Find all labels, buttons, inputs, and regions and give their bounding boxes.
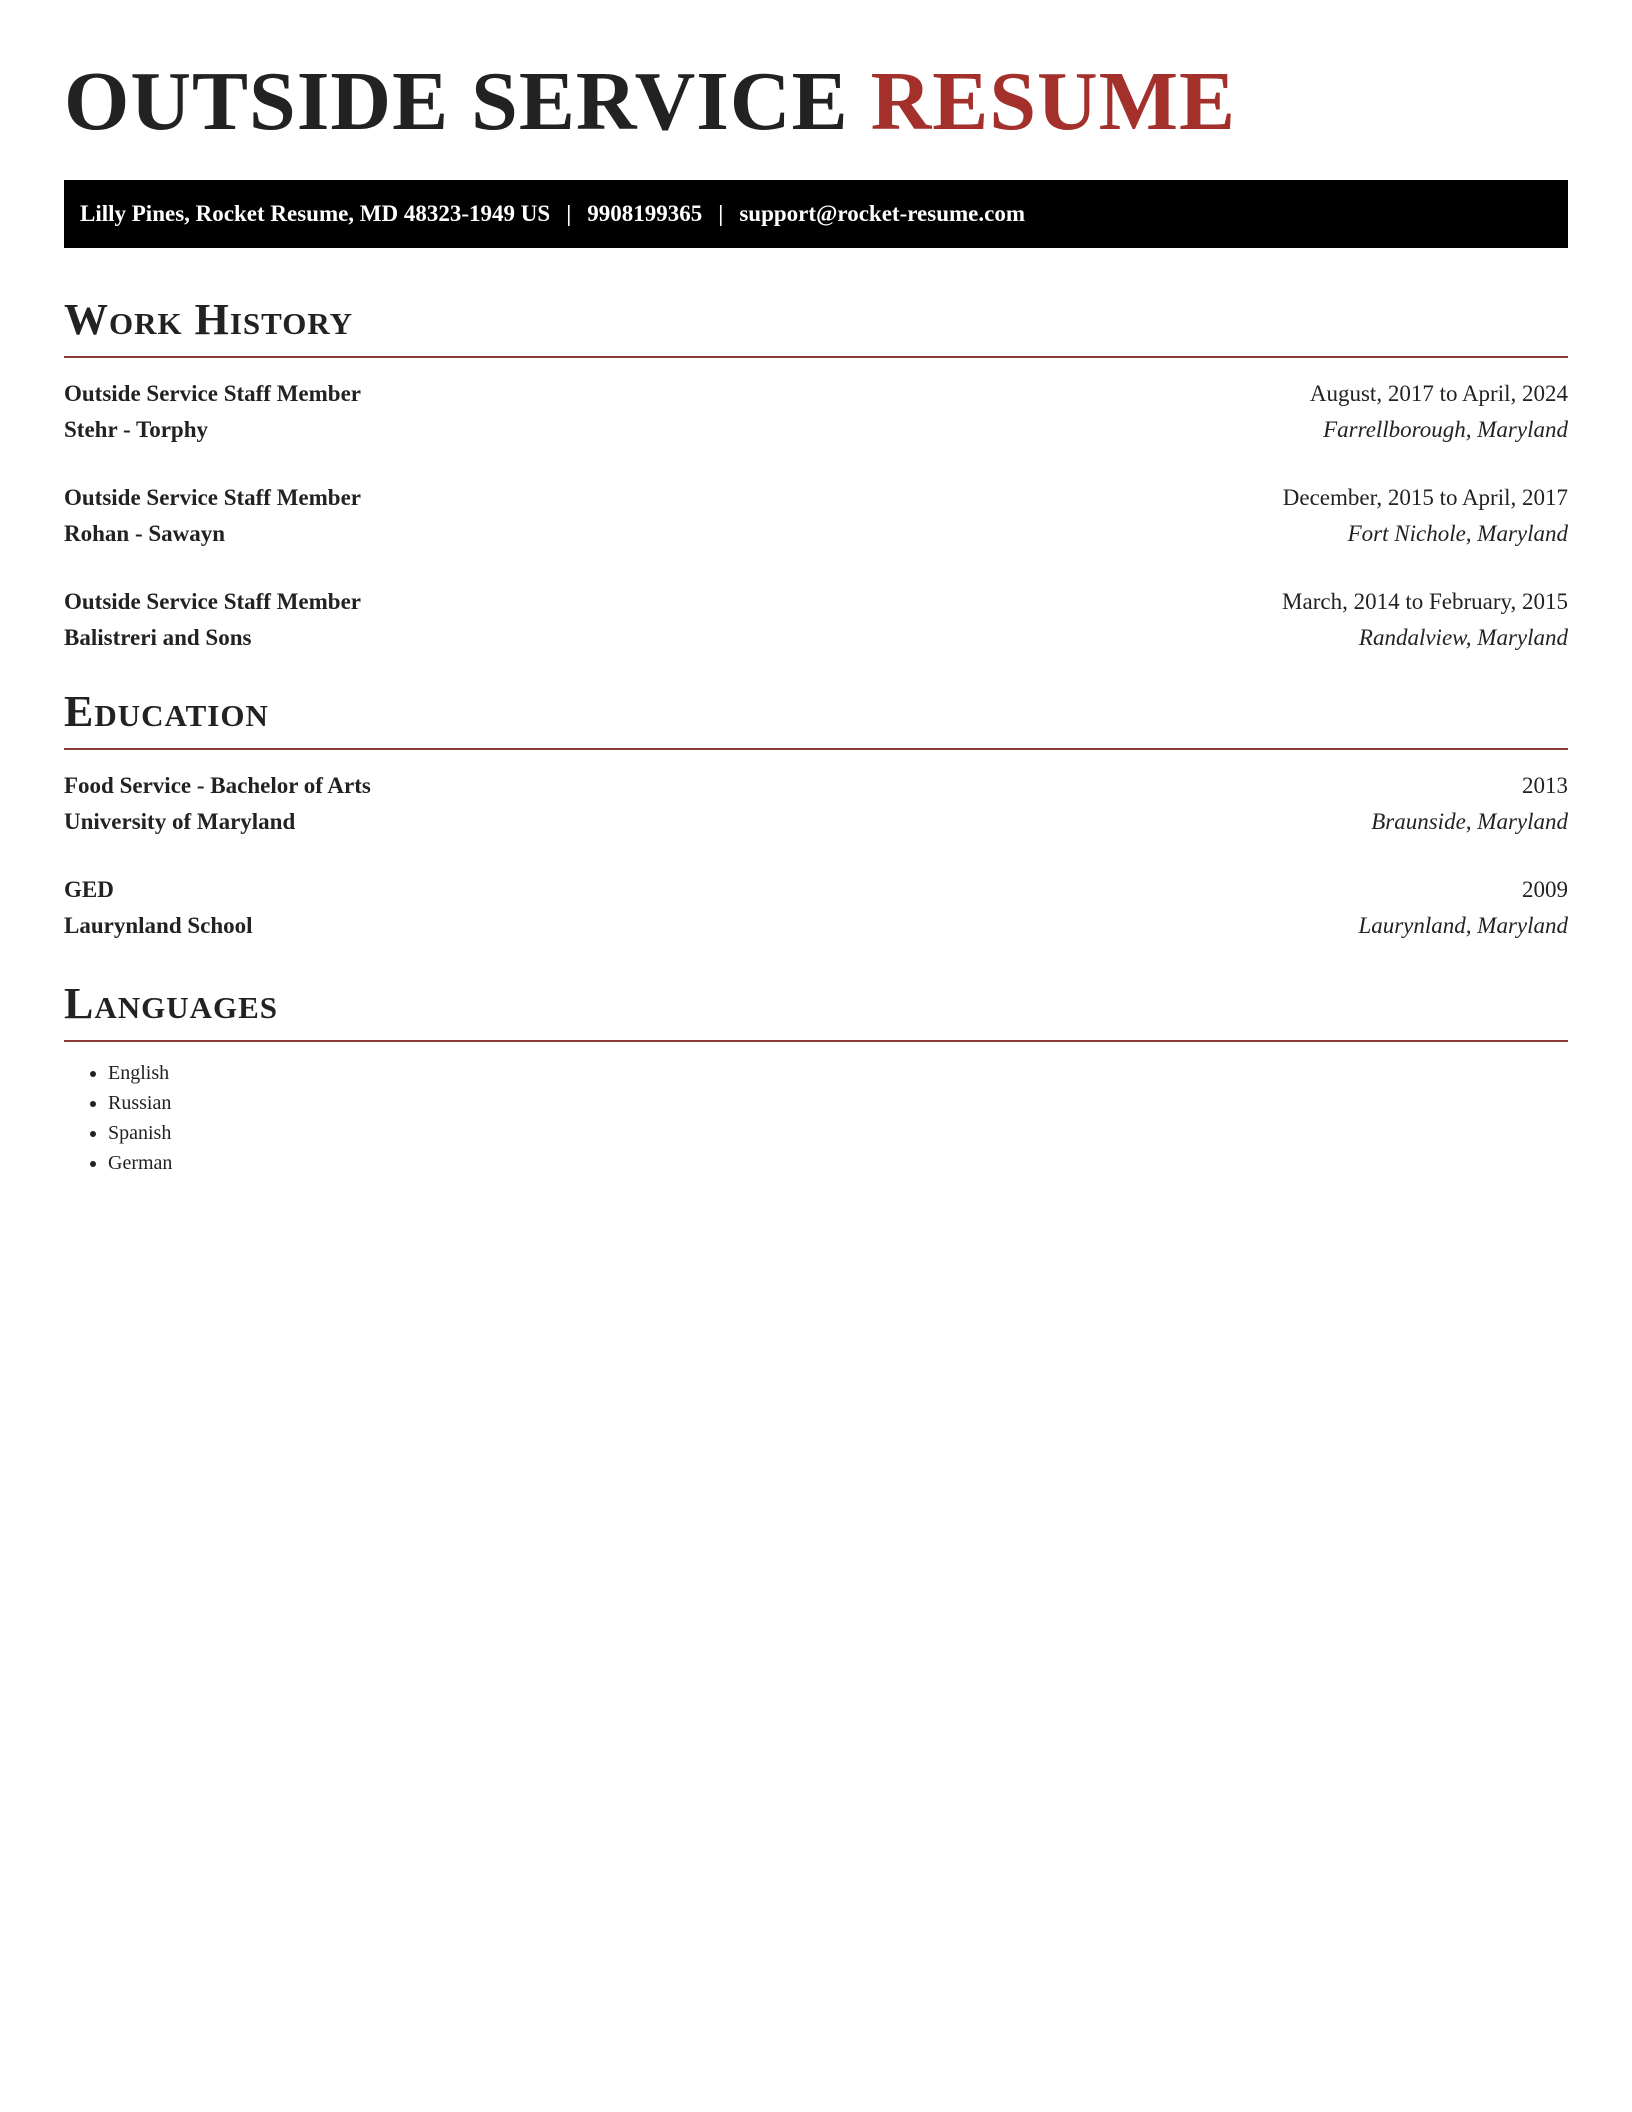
languages-list <box>64 1058 1568 1178</box>
job-dates: August, 2017 to April, 2024 <box>1309 381 1568 406</box>
work-entry <box>64 376 1568 448</box>
job-title: Outside Service Staff Member <box>64 485 362 510</box>
education-heading: Education <box>64 687 269 736</box>
job-location: Fort Nichole, Maryland <box>1347 521 1568 546</box>
job-dates: December, 2015 to April, 2017 <box>1282 485 1568 510</box>
job-title: Outside Service Staff Member <box>64 589 362 614</box>
title-main: OUTSIDE SERVICE <box>64 55 849 148</box>
work-history-section <box>64 294 1568 656</box>
job-location: Farrellborough, Maryland <box>1323 417 1568 442</box>
job-company: Rohan - Sawayn <box>64 521 226 546</box>
contact-separator: | <box>566 201 572 226</box>
work-history-heading: Work History <box>64 295 354 344</box>
language-item: • English <box>108 1058 1568 1088</box>
education-section <box>64 686 1568 944</box>
job-company: Stehr - Torphy <box>64 417 209 442</box>
section-divider <box>64 748 1568 750</box>
contact-address: Lilly Pines, Rocket Resume, MD 48323-1949 US <box>80 201 551 226</box>
section-divider <box>64 356 1568 358</box>
work-entry <box>64 480 1568 552</box>
education-year: 2013 <box>1522 773 1568 798</box>
title-accent: RESUME <box>870 55 1237 148</box>
education-location: Braunside, Maryland <box>1371 809 1568 834</box>
contact-bar <box>64 180 1568 248</box>
languages-section <box>64 978 1568 1178</box>
education-location: Laurynland, Maryland <box>1358 913 1568 938</box>
work-entry <box>64 584 1568 656</box>
education-degree: GED <box>64 877 114 902</box>
education-school: Laurynland School <box>64 913 253 938</box>
language-item: • Russian <box>108 1088 1568 1118</box>
resume-title <box>64 54 1568 150</box>
job-company: Balistreri and Sons <box>64 625 252 650</box>
education-year: 2009 <box>1522 877 1568 902</box>
education-degree: Food Service - Bachelor of Arts <box>64 773 371 798</box>
education-school: University of Maryland <box>64 809 296 834</box>
contact-email: support@rocket-resume.com <box>739 201 1025 226</box>
job-dates: March, 2014 to February, 2015 <box>1282 589 1568 614</box>
job-location: Randalview, Maryland <box>1358 625 1568 650</box>
contact-phone: 9908199365 <box>587 201 703 226</box>
contact-separator: | <box>718 201 724 226</box>
job-title: Outside Service Staff Member <box>64 381 362 406</box>
education-entry <box>64 872 1568 944</box>
language-item: • Spanish <box>108 1118 1568 1148</box>
education-entry <box>64 768 1568 840</box>
languages-heading: Languages <box>64 979 279 1028</box>
language-item: • German <box>108 1148 1568 1178</box>
section-divider <box>64 1040 1568 1042</box>
